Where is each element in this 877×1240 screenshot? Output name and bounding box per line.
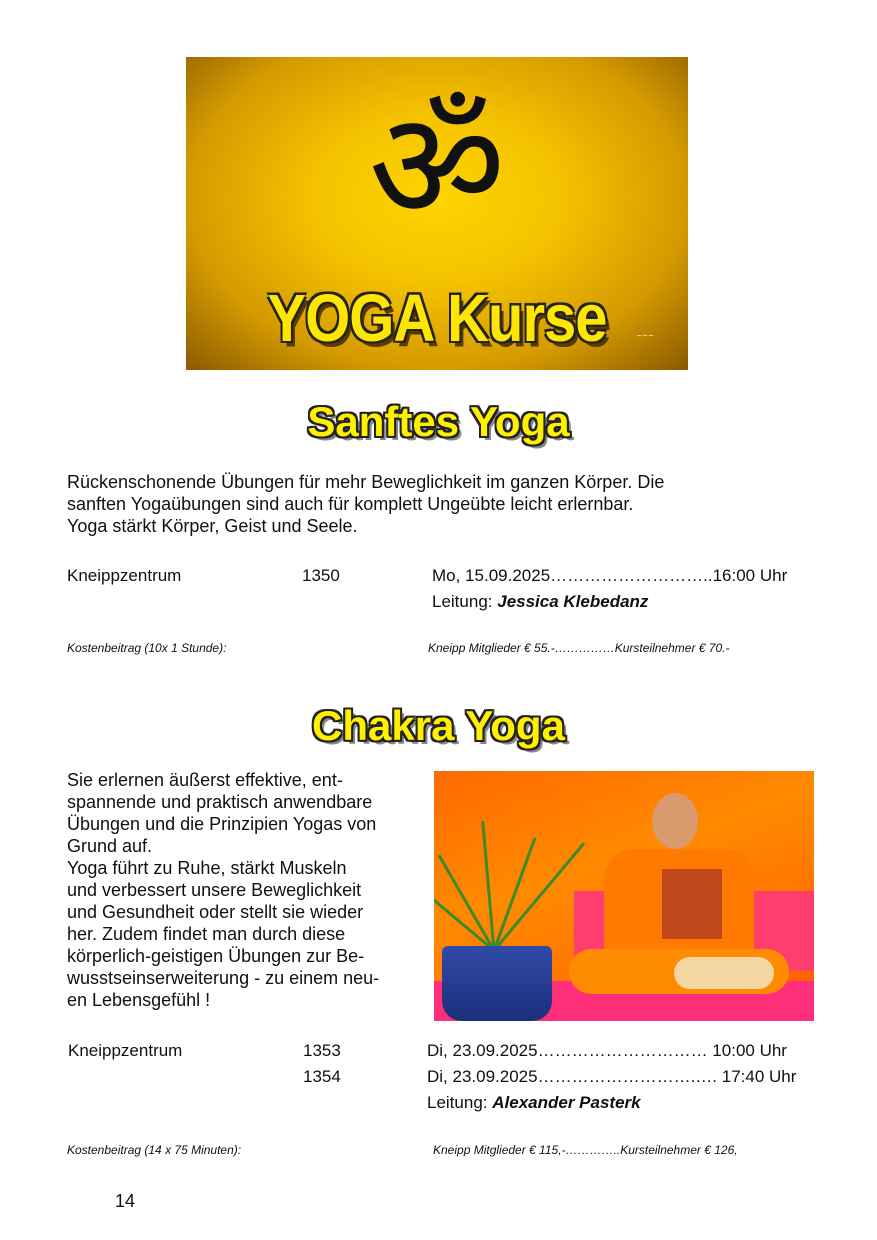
leader-name: Jessica Klebedanz (497, 592, 649, 611)
sanftes-yoga-cost-prices: Kneipp Mitglieder € 55.-……………Kursteilnehmer € 70.- (428, 641, 730, 655)
sanftes-yoga-schedule: Mo, 15.09.2025………………………..16:00 Uhr (432, 566, 788, 585)
chakra-yoga-description: Sie erlernen äußerst effektive, ent- spannende und praktisch anwendbare Übungen und die Prinzipien Yogas von Grund auf. Yoga führt zu Ruhe, stärkt Muskeln und verbessert unsere Beweglichkeit und Gesundheit oder stellt sie wieder her. Zudem findet man durch diese körperlich-geistigen Übungen zur Be- wusstseinserweiterung - zu einem neu- en Lebensgefühl ! (67, 770, 380, 1010)
artist-signature: ~~~ (636, 332, 654, 340)
leader-name: Alexander Pasterk (492, 1093, 641, 1112)
chakra-yoga-location: Kneippzentrum (68, 1041, 183, 1060)
section-heading-sanftes-yoga: Sanftes Yoga (307, 398, 570, 445)
sanftes-yoga-leader (432, 592, 648, 612)
leader-label: Leitung: (432, 592, 493, 611)
page-number: 14 (115, 1191, 136, 1211)
sanftes-yoga-description: Rückenschonende Übungen für mehr Beweglichkeit im ganzen Körper. Die sanften Yogaübungen sind auch für komplett Ungeübte leicht erlernbar. Yoga stärkt Körper, Geist und Seele. (67, 472, 665, 536)
yoga-teacher-photo (434, 771, 814, 1021)
chakra-yoga-cost-label: Kostenbeitrag (14 x 75 Minuten): (67, 1143, 242, 1157)
yoga-banner-image (186, 57, 688, 370)
chakra-yoga-course-number-2: 1354 (303, 1067, 341, 1086)
leader-label: Leitung: (427, 1093, 488, 1112)
chakra-yoga-leader (427, 1093, 641, 1113)
chakra-yoga-course-number-1: 1353 (303, 1041, 341, 1060)
banner-title: YOGA Kurse (267, 281, 607, 356)
sanftes-yoga-location: Kneippzentrum (67, 566, 182, 585)
chakra-yoga-schedule-1: Di, 23.09.2025………………………… 10:00 Uhr (427, 1041, 787, 1060)
sanftes-yoga-cost-label: Kostenbeitrag (10x 1 Stunde): (67, 641, 227, 655)
om-symbol-icon: ॐ (368, 80, 506, 254)
section-heading-chakra-yoga: Chakra Yoga (312, 702, 565, 749)
chakra-yoga-cost-prices: Kneipp Mitglieder € 115,-…………..Kursteilnehmer € 126, (433, 1143, 738, 1157)
sanftes-yoga-course-number: 1350 (302, 566, 340, 585)
chakra-yoga-schedule-2: Di, 23.09.2025……………………….…. 17:40 Uhr (427, 1067, 797, 1086)
